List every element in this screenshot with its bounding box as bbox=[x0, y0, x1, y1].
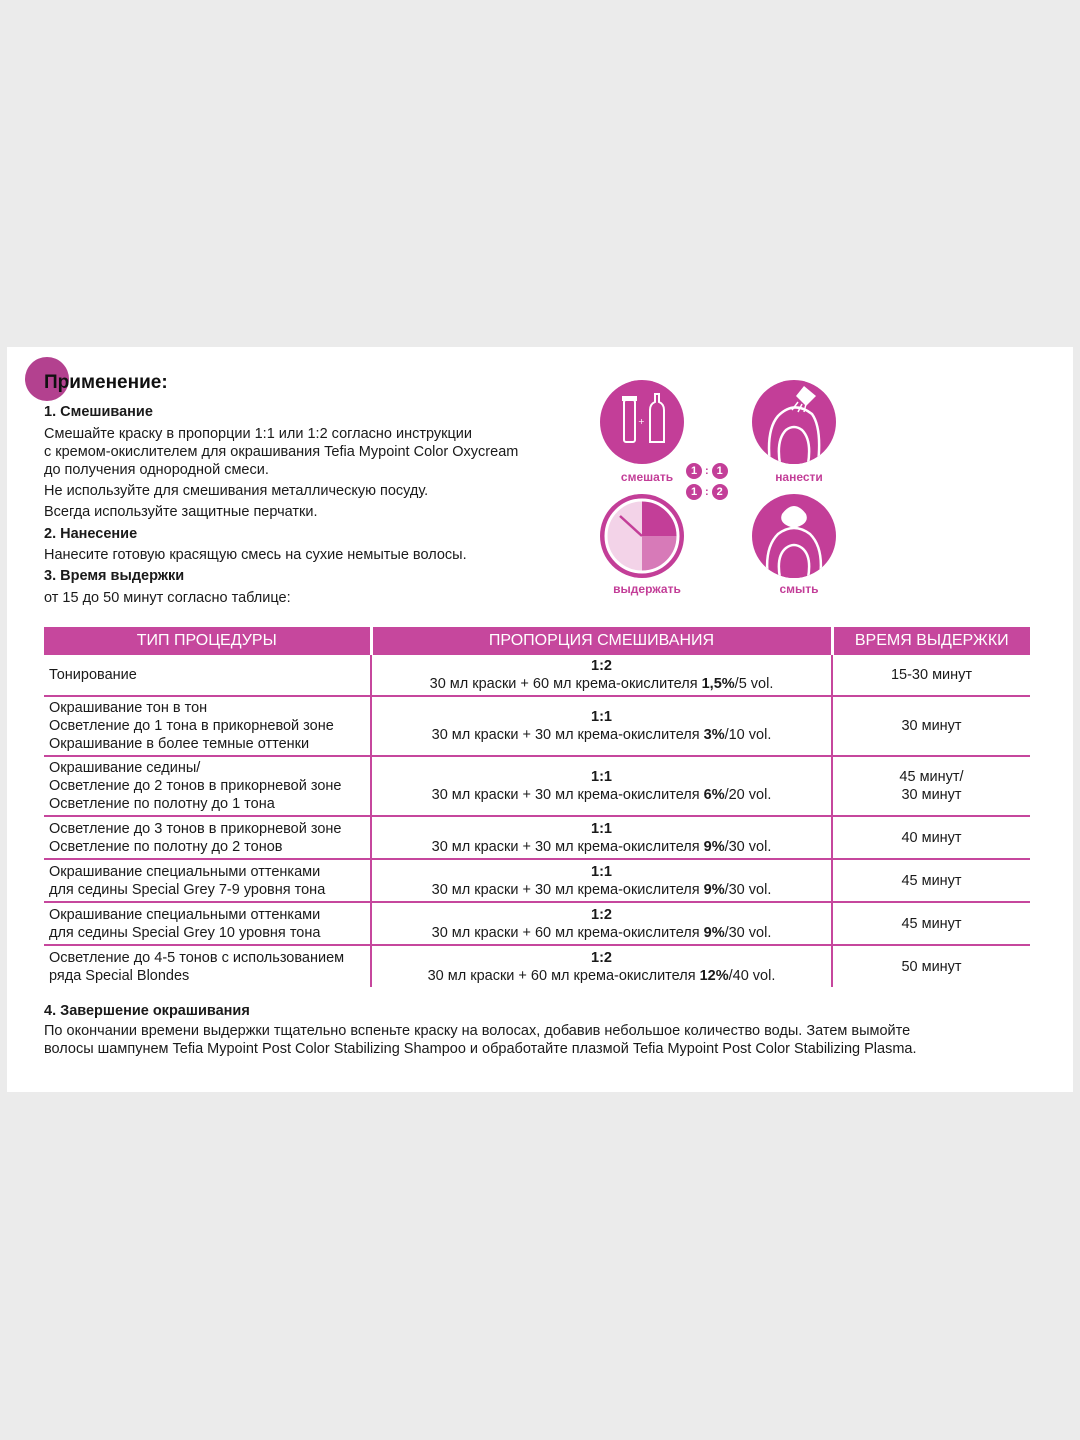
mix-amount: 30 мл краски + 60 мл крема-окислителя bbox=[427, 967, 700, 984]
procedure-type-line: ряда Special Blondes bbox=[49, 967, 190, 984]
step-mix-text bbox=[44, 425, 518, 521]
mix-description bbox=[372, 881, 831, 899]
procedure-type-line: Осветление до 3 тонов в прикорневой зоне bbox=[49, 820, 342, 837]
text-line: Не используйте для смешивания металлическую посуду. bbox=[44, 483, 429, 499]
exposure-time-cell bbox=[832, 816, 1030, 859]
ratio-badge bbox=[686, 463, 728, 479]
mix-ratio-cell bbox=[371, 756, 832, 816]
exposure-time: 30 минут bbox=[901, 787, 962, 803]
ratio-separator: : bbox=[705, 486, 709, 498]
ratio-value: 1:1 bbox=[591, 820, 612, 837]
column-header: ТИП ПРОЦЕДУРЫ bbox=[44, 627, 371, 655]
ratio-value: 1:1 bbox=[591, 769, 612, 785]
exposure-time: 30 минут bbox=[901, 718, 962, 734]
procedure-type-cell bbox=[44, 655, 371, 696]
table-row bbox=[44, 655, 1030, 696]
oxidant-volume: /20 vol. bbox=[724, 787, 772, 803]
text-line: до получения однородной смеси. bbox=[44, 462, 269, 478]
ratio-value: 1:2 bbox=[591, 906, 612, 923]
table-row bbox=[44, 945, 1030, 987]
mix-label: смешать bbox=[620, 470, 674, 484]
exposure-time: 15-30 минут bbox=[890, 667, 973, 683]
brush-head-icon bbox=[752, 380, 836, 464]
procedure-type-line: Осветление до 1 тона в прикорневой зоне bbox=[49, 718, 334, 734]
wash-head-icon bbox=[752, 494, 836, 578]
ratio-number: 1 bbox=[686, 463, 702, 479]
procedure-type-line: Тонирование bbox=[49, 667, 137, 683]
procedure-type-cell bbox=[44, 902, 371, 945]
step-time-text: от 15 до 50 минут согласно таблице: bbox=[44, 590, 291, 606]
tube-bottle-icon bbox=[600, 380, 684, 464]
mix-ratio-cell bbox=[371, 902, 832, 945]
mix-description bbox=[372, 726, 831, 744]
mix-description bbox=[372, 786, 831, 804]
table-row bbox=[44, 859, 1030, 902]
ratio-value: 1:1 bbox=[591, 863, 612, 880]
oxidant-volume: /10 vol. bbox=[724, 727, 772, 743]
step-apply-heading: 2. Нанесение bbox=[44, 526, 138, 542]
mix-ratio-cell bbox=[371, 945, 832, 987]
procedure-type-line: Окрашивание специальными оттенками bbox=[49, 906, 321, 923]
ratio-badge bbox=[686, 484, 728, 500]
exposure-time-cell bbox=[832, 945, 1030, 987]
step-finish-heading: 4. Завершение окрашивания bbox=[44, 1003, 250, 1019]
ratio-number: 2 bbox=[712, 484, 728, 500]
mix-ratio-cell bbox=[371, 859, 832, 902]
step-time-heading: 3. Время выдержки bbox=[44, 568, 185, 584]
mix-ratio-cell bbox=[371, 696, 832, 756]
mix-amount: 30 мл краски + 30 мл крема-окислителя bbox=[431, 727, 704, 743]
ratio-number: 1 bbox=[686, 484, 702, 500]
exposure-time-cell bbox=[832, 756, 1030, 816]
mix-amount: 30 мл краски + 60 мл крема-окислителя bbox=[429, 676, 702, 692]
procedure-type-line: Осветление до 2 тонов в прикорневой зоне bbox=[49, 778, 342, 794]
text-line: Всегда используйте защитные перчатки. bbox=[44, 504, 318, 520]
mix-description bbox=[372, 924, 831, 942]
oxidant-percent: 12% bbox=[699, 967, 729, 984]
oxidant-percent: 9% bbox=[703, 881, 725, 898]
procedure-type-line: Окрашивание седины/ bbox=[49, 760, 201, 776]
mix-description bbox=[372, 675, 831, 693]
procedure-type-line: для седины Special Grey 10 уровня тона bbox=[49, 924, 321, 941]
text-line: Смешайте краску в пропорции 1:1 или 1:2 согласно инструкции bbox=[44, 426, 472, 442]
ratio-number: 1 bbox=[712, 463, 728, 479]
exposure-time-cell bbox=[832, 655, 1030, 696]
exposure-time: 45 минут bbox=[901, 872, 962, 889]
procedure-type-line: для седины Special Grey 7-9 уровня тона bbox=[49, 881, 326, 898]
oxidant-volume: /30 vol. bbox=[724, 924, 772, 941]
mix-amount: 30 мл краски + 60 мл крема-окислителя bbox=[431, 924, 704, 941]
timer-icon bbox=[600, 494, 684, 578]
table-row bbox=[44, 756, 1030, 816]
oxidant-volume: /40 vol. bbox=[728, 967, 776, 984]
wait-label: выдержать bbox=[613, 582, 681, 596]
ratio-value: 1:1 bbox=[591, 709, 612, 725]
exposure-time: 40 минут bbox=[901, 829, 962, 846]
svg-text:+: + bbox=[638, 417, 645, 426]
apply-label: нанести bbox=[775, 470, 823, 484]
exposure-time-cell bbox=[832, 859, 1030, 902]
text-line: волосы шампунем Tefia Mypoint Post Color Stabilizing Shampoo и обработайте плазмой Tefia Mypoint Post Color Stabilizing Plasma. bbox=[44, 1041, 917, 1057]
text-line: с кремом-окислителем для окрашивания Tefia Mypoint Color Oxycream bbox=[44, 444, 519, 460]
oxidant-percent: 9% bbox=[703, 838, 725, 855]
procedure-type-cell bbox=[44, 756, 371, 816]
oxidant-volume: /30 vol. bbox=[724, 838, 772, 855]
procedure-table bbox=[44, 627, 1030, 987]
mix-description bbox=[372, 967, 831, 985]
mix-description bbox=[372, 838, 831, 856]
instruction-sheet bbox=[7, 347, 1073, 1092]
oxidant-percent: 1,5% bbox=[701, 676, 735, 692]
procedure-type-line: Осветление по полотну до 2 тонов bbox=[49, 838, 283, 855]
exposure-time: 45 минут bbox=[901, 915, 962, 932]
mix-amount: 30 мл краски + 30 мл крема-окислителя bbox=[431, 881, 704, 898]
mix-amount: 30 мл краски + 30 мл крема-окислителя bbox=[431, 787, 704, 803]
exposure-time-cell bbox=[832, 696, 1030, 756]
procedure-type-line: Окрашивание специальными оттенками bbox=[49, 863, 321, 880]
step-apply-text: Нанесите готовую красящую смесь на сухие немытые волосы. bbox=[44, 547, 467, 563]
oxidant-volume: /5 vol. bbox=[734, 676, 774, 692]
oxidant-percent: 9% bbox=[703, 924, 725, 941]
procedure-type-cell bbox=[44, 696, 371, 756]
procedure-type-line: Осветление по полотну до 1 тона bbox=[49, 796, 275, 812]
mix-ratio-cell bbox=[371, 816, 832, 859]
procedure-type-cell bbox=[44, 859, 371, 902]
oxidant-percent: 3% bbox=[703, 727, 725, 743]
mix-amount: 30 мл краски + 30 мл крема-окислителя bbox=[431, 838, 704, 855]
ratio-separator: : bbox=[705, 465, 709, 477]
column-header: ПРОПОРЦИЯ СМЕШИВАНИЯ bbox=[371, 627, 832, 655]
procedure-type-cell bbox=[44, 816, 371, 859]
table-row bbox=[44, 816, 1030, 859]
step-finish-text bbox=[44, 1022, 1044, 1058]
ratio-value: 1:2 bbox=[591, 949, 612, 966]
wash-label: смыть bbox=[779, 582, 819, 596]
oxidant-volume: /30 vol. bbox=[724, 881, 772, 898]
exposure-time: 50 минут bbox=[901, 958, 962, 975]
table-row bbox=[44, 696, 1030, 756]
text-line: По окончании времени выдержки тщательно вспеньте краску на волосах, добавив небольшое количество воды. Затем вымойте bbox=[44, 1023, 911, 1039]
step-mix-heading: 1. Смешивание bbox=[44, 404, 153, 420]
exposure-time-cell bbox=[832, 902, 1030, 945]
exposure-time: 45 минут/ bbox=[899, 769, 964, 785]
table-row bbox=[44, 902, 1030, 945]
procedure-type-line: Окрашивание тон в тон bbox=[49, 700, 208, 716]
oxidant-percent: 6% bbox=[703, 787, 725, 803]
page-title: Применение: bbox=[44, 372, 168, 393]
ratio-value: 1:2 bbox=[591, 658, 612, 674]
table-header-row bbox=[44, 627, 1030, 655]
mix-ratio-cell bbox=[371, 655, 832, 696]
column-header: ВРЕМЯ ВЫДЕРЖКИ bbox=[832, 627, 1030, 655]
procedure-type-line: Окрашивание в более темные оттенки bbox=[49, 736, 310, 752]
procedure-type-cell bbox=[44, 945, 371, 987]
procedure-type-line: Осветление до 4-5 тонов с использованием bbox=[49, 949, 345, 966]
